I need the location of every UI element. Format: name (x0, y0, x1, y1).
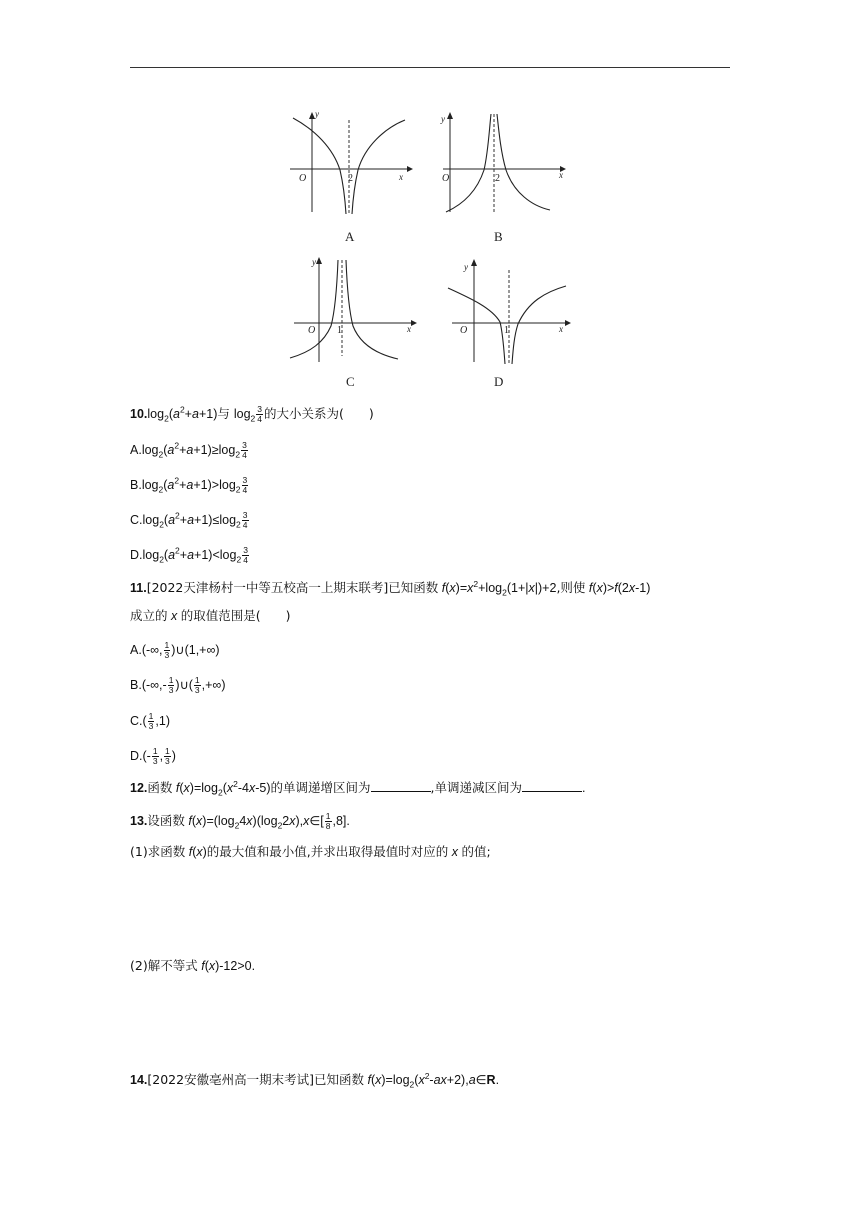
graph-b-curve-right (497, 114, 550, 210)
q10-option-c: $C.\log_2(a^2+a+1)\le\log_2$ $\frac{3}{4}$ (130, 510, 248, 530)
q12-blank-decreasing[interactable] (522, 780, 582, 792)
q10-option-a: $A.\log_2(a^2+a+1)\ge\log_2$ $\frac{3}{4}$ (130, 440, 247, 460)
graph-c (286, 256, 421, 368)
graph-b-origin: O (442, 173, 450, 184)
graph-a-curve-left (293, 118, 346, 214)
graph-d-curve-right (512, 286, 566, 364)
graph-c-tick: 1 (337, 325, 342, 336)
graph-a (285, 108, 415, 220)
graph-a-tick: 2 (348, 173, 353, 184)
q12-stem: 12.函数 $f(x)=\log_2(x^2-4x-5)$的单调递增区间为 ,单调递减区间为 . (130, 778, 586, 798)
graph-d (440, 256, 575, 368)
graph-b-caption: B (494, 229, 503, 244)
header-rule (130, 67, 730, 68)
q11-stem: 11.[2022天津杨村一中等五校高一上期末联考]已知函数 $f(x)=x^2+\log_2(1+|x|)+2$,则使 f(x)>f(2x-1) (130, 578, 651, 598)
graph-c-caption: C (346, 374, 355, 389)
graph-b (438, 108, 568, 220)
q11-option-b: B.(-∞,- $\frac{1}{3}$ )∪( $\frac{1}{3}$ ,+∞) (130, 675, 226, 695)
graph-c-origin: O (308, 325, 316, 336)
graph-b-y-label: y (441, 114, 445, 124)
graph-c-curve-right (346, 260, 398, 359)
q11-stem-line2: 成立的 x 的取值范围是( ) (130, 608, 291, 623)
graph-d-y-label: y (464, 262, 468, 272)
graph-b-x-label: x (559, 170, 563, 180)
graph-a-curve-right (352, 120, 405, 214)
graph-a-y-label: y (315, 109, 319, 119)
q14-stem: 14.[2022安徽亳州高一期末考试]已知函数 $f(x)=\log_2(x^2-ax+2),a\in R$. (130, 1070, 500, 1090)
q11-option-c: C.( $\frac{1}{3}$ ,1) (130, 711, 170, 731)
graph-d-origin: O (460, 325, 468, 336)
graph-a-origin: O (299, 173, 307, 184)
q10-option-b: $B.\log_2(a^2+a+1)>\log_2$ $\frac{3}{4}$ (130, 475, 248, 495)
graph-d-tick: 1 (504, 325, 509, 336)
graph-c-curve-left (290, 260, 338, 358)
q10-option-d: $D.\log_2(a^2+a+1)<\log_2$ $\frac{3}{4}$ (130, 545, 248, 565)
q13-part1: (1)求函数 f(x)的最大值和最小值,并求出取得最值时对应的 x 的值; (130, 844, 491, 859)
graph-a-x-label: x (399, 172, 403, 182)
graph-c-x-label: x (407, 324, 411, 334)
graph-d-caption: D (494, 374, 504, 389)
graph-b-curve-left (446, 114, 491, 212)
graph-a-caption: A (345, 229, 355, 244)
graph-b-tick: 2 (495, 173, 500, 184)
q13-part2: (2)解不等式 f(x)-12>0. (130, 958, 256, 973)
graph-c-y-label: y (312, 257, 316, 267)
graph-d-x-label: x (559, 324, 563, 334)
graph-d-curve-left (448, 288, 505, 364)
q13-stem: 13.设函数 $f(x)=(\log_24x)(\log_22x),x\in$[ $\frac{1}{8}$ ,8]. (130, 811, 350, 831)
q10-stem: $10.\log_2(a^2+a+1)$与 $\log_2$ $\frac{3}{4}$ 的大小关系为( ) (130, 404, 374, 424)
q11-option-a: A.(-∞, $\frac{1}{3}$ )∪(1,+∞) (130, 640, 220, 660)
q11-option-d: D.(- $\frac{1}{3}$ , $\frac{1}{3}$ ) (130, 746, 176, 766)
q12-blank-increasing[interactable] (371, 780, 431, 792)
